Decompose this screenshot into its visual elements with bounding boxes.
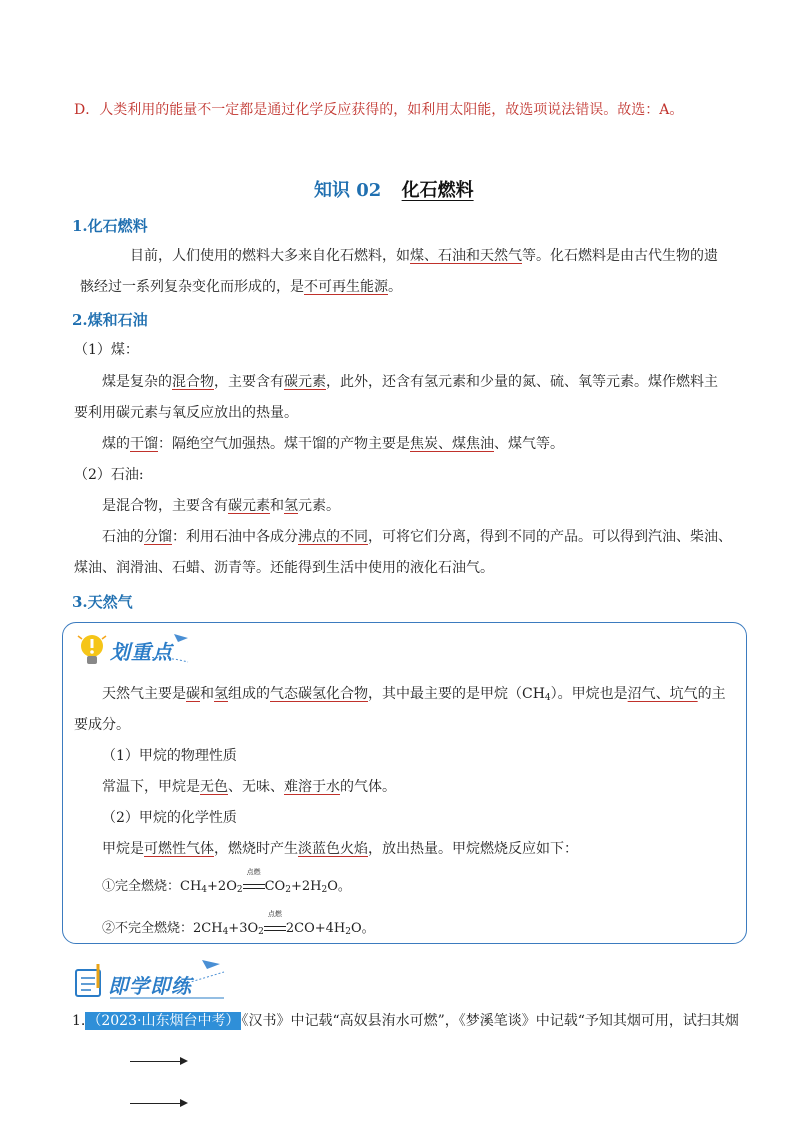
answer-line: D．人类利用的能量不一定都是通过化学反应获得的，如利用太阳能，故选项说法错误。故选：A。 <box>74 102 684 118</box>
text: ，此外，还含有氢元素和少量的氮、硫、氧等元素。煤作燃料主 <box>326 374 718 390</box>
practice-badge <box>74 958 234 1002</box>
key-term: 混合物 <box>172 374 214 390</box>
text: ，燃烧时产生 <box>214 841 298 857</box>
key-term: 分馏 <box>144 529 172 545</box>
subscript: 2 <box>285 885 291 895</box>
key-point-badge <box>76 628 196 668</box>
text: 组成的 <box>228 686 270 702</box>
coal-label: （1）煤： <box>74 342 139 358</box>
key-term: 可燃性气体 <box>144 841 214 857</box>
text: ，可将它们分离，得到不同的产品。可以得到汽油、柴油、 <box>368 529 732 545</box>
reaction-arrow <box>264 910 286 939</box>
text: 、无味、 <box>228 779 284 795</box>
question-text: 《汉书》中记载“高奴县洧水可燃”，《梦溪笔谈》中记载“予知其烟可用，试扫其烟 <box>241 1013 739 1029</box>
key-term: 干馏 <box>130 436 158 452</box>
heading-natural-gas: 3.天然气 <box>72 593 133 611</box>
text: 等。化石燃料是由古代生物的遗 <box>522 248 718 264</box>
coal-line-3 <box>102 434 564 454</box>
key-point-badge-text: 划重点 <box>110 640 173 664</box>
text: ，放出热量。甲烷燃烧反应如下： <box>368 841 578 857</box>
question-1 <box>72 1011 739 1031</box>
oil-line-2 <box>102 527 732 547</box>
phys-label: （1）甲烷的物理性质 <box>102 748 237 764</box>
condition: 点燃 <box>267 910 282 918</box>
key-term: 沼气、坑气 <box>627 686 698 702</box>
paper-plane-icon <box>174 634 188 642</box>
key-term: 焦炭、煤焦油 <box>410 436 494 452</box>
gas-line-2: 要成分。 <box>74 717 130 733</box>
practice-badge-text: 即学即练 <box>108 974 192 998</box>
text: +3O <box>228 921 259 936</box>
text: 的气体。 <box>340 779 396 795</box>
fossil-para-line-1 <box>130 246 718 266</box>
text: 是混合物，主要含有 <box>102 498 228 514</box>
text: ①完全燃烧：CH <box>102 879 202 894</box>
paper-plane-icon <box>202 960 220 969</box>
key-term: 难溶于水 <box>284 779 340 795</box>
gas-line-1 <box>102 684 726 708</box>
subscript: 4 <box>544 693 551 703</box>
text: 。 <box>388 279 402 295</box>
heading-fossil-fuel: 1.化石燃料 <box>72 217 148 235</box>
text: ，其中最主要的是甲烷（CH <box>368 686 545 702</box>
text: 煤是复杂的 <box>102 374 172 390</box>
section-title-text: 化石燃料 <box>401 180 474 201</box>
text: +2H <box>290 879 322 894</box>
answer-arrow-1 <box>130 1061 186 1062</box>
key-term: 碳元素 <box>228 498 270 514</box>
answer-arrow-2 <box>130 1103 186 1104</box>
text: 和 <box>200 686 214 702</box>
coal-line-2: 要利用碳元素与氧反应放出的热量。 <box>74 405 298 421</box>
subscript: 4 <box>201 885 208 895</box>
text: ）。甲烷也是 <box>550 686 628 702</box>
text: 的主 <box>697 686 726 702</box>
subscript: 2 <box>321 885 328 895</box>
key-term: 不可再生能源 <box>304 279 388 295</box>
key-term: 淡蓝色火焰 <box>298 841 368 857</box>
text: 目前，人们使用的燃料大多来自化石燃料，如 <box>130 248 410 264</box>
text: ②不完全燃烧：2CH <box>102 921 223 936</box>
key-term: 气态碳氢化合物 <box>270 686 368 702</box>
text: 和 <box>270 498 284 514</box>
text: +2O <box>207 879 237 894</box>
question-source-tag[interactable]: （2023·山东烟台中考） <box>87 1013 240 1029</box>
subscript: 4 <box>222 927 229 937</box>
heading-coal-oil: 2.煤和石油 <box>72 311 148 329</box>
oil-line-3: 煤油、润滑油、石蜡、沥青等。还能得到生活中使用的液化石油气。 <box>74 560 494 576</box>
oil-label: （2）石油: <box>74 467 144 483</box>
subscript: 2 <box>236 885 243 895</box>
reaction-arrow <box>243 868 265 897</box>
coal-line-1 <box>102 372 718 392</box>
oil-line-1 <box>102 496 340 516</box>
fossil-para-line-2 <box>80 277 402 297</box>
text: ：利用石油中各成分 <box>172 529 298 545</box>
equation-incomplete <box>102 910 375 942</box>
text: 甲烷是 <box>102 841 144 857</box>
key-term: 氢 <box>284 498 298 514</box>
text: 石油的 <box>102 529 144 545</box>
phys-line-1 <box>102 777 396 797</box>
text: 天然气主要是 <box>102 686 186 702</box>
key-term: 沸点的不同 <box>298 529 368 545</box>
condition: 点燃 <box>246 868 261 876</box>
text: 元素。 <box>298 498 340 514</box>
text: ，主要含有 <box>214 374 284 390</box>
text: O。 <box>350 921 375 936</box>
text: 煤的 <box>102 436 130 452</box>
key-term: 无色 <box>200 779 228 795</box>
text: O。 <box>327 879 351 894</box>
subscript: 2 <box>345 927 351 937</box>
equation-complete <box>102 868 351 900</box>
section-prefix: 知识 02 <box>314 180 382 201</box>
text: 2CO+4H <box>285 921 346 936</box>
key-term: 氢 <box>214 686 228 702</box>
chem-label: （2）甲烷的化学性质 <box>102 810 237 826</box>
section-title <box>314 176 474 202</box>
key-term: 碳 <box>186 686 200 702</box>
text: 、煤气等。 <box>494 436 564 452</box>
text: 常温下，甲烷是 <box>102 779 200 795</box>
text: CO <box>264 879 286 894</box>
chem-line-1 <box>102 839 578 859</box>
text: 骸经过一系列复杂变化而形成的，是 <box>80 279 304 295</box>
question-number: 1. <box>72 1013 86 1029</box>
subscript: 2 <box>258 927 264 937</box>
text: ：隔绝空气加强热。煤干馏的产物主要是 <box>158 436 410 452</box>
key-term: 碳元素 <box>284 374 326 390</box>
key-term: 煤、石油和天然气 <box>410 248 522 264</box>
